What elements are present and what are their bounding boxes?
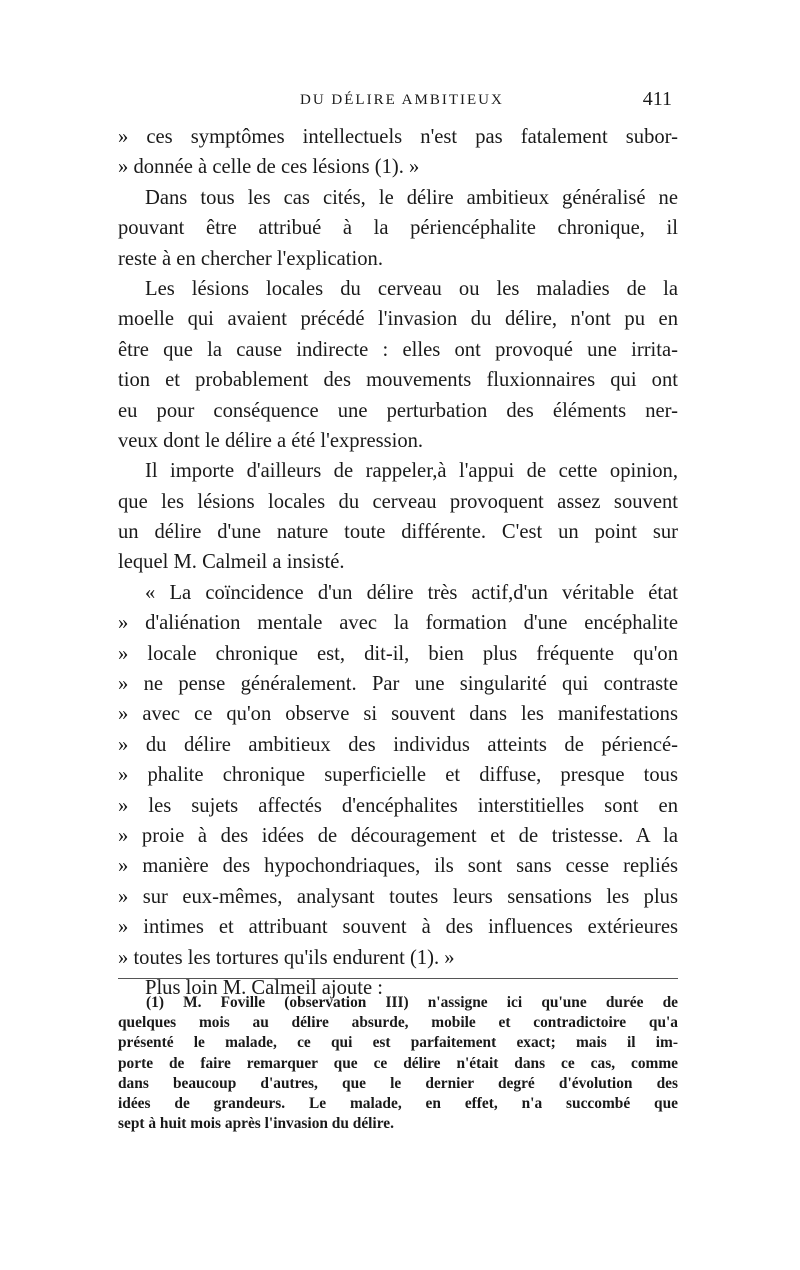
footnote-divider: [118, 978, 678, 979]
footnote-line: idées de grandeurs. Le malade, en effet, n'a succombé que: [118, 1094, 678, 1112]
page-number: 411: [642, 88, 672, 110]
text-line: être que la cause indirecte : elles ont provoqué une irrita-: [118, 338, 678, 361]
footnote-line: sept à huit mois après l'invasion du délire.: [118, 1115, 394, 1133]
text-line: Les lésions locales du cerveau ou les maladies de la: [145, 277, 678, 300]
running-title: DU DÉLIRE AMBITIEUX: [300, 92, 504, 108]
text-line: reste à en chercher l'explication.: [118, 247, 383, 270]
text-line: » ne pense généralement. Par une singularité qui contraste: [118, 673, 678, 696]
text-line: » locale chronique est, dit-il, bien plus fréquente qu'on: [118, 642, 678, 665]
footnote-line: présenté le malade, ce qui est parfaitement exact; mais il im-: [118, 1034, 678, 1052]
text-line: « La coïncidence d'un délire très actif,d'un véritable état: [145, 581, 678, 604]
text-line: Il importe d'ailleurs de rappeler,à l'appui de cette opinion,: [145, 460, 678, 483]
text-line: veux dont le délire a été l'expression.: [118, 429, 424, 452]
text-line: » toutes les tortures qu'ils endurent (1). »: [118, 946, 455, 969]
text-line: » donnée à celle de ces lésions (1). »: [118, 156, 420, 179]
text-line: eu pour conséquence une perturbation des éléments ner-: [118, 399, 678, 422]
text-line: lequel M. Calmeil a insisté.: [118, 551, 345, 574]
text-line: un délire d'une nature toute différente. C'est un point sur: [118, 521, 678, 544]
text-line: que les lésions locales du cerveau provoquent assez souvent: [118, 490, 678, 513]
text-line: » phalite chronique superficielle et diffuse, presque tous: [118, 764, 678, 787]
text-line: » les sujets affectés d'encéphalites interstitielles sont en: [118, 794, 678, 817]
text-line: » proie à des idées de découragement et de tristesse. A la: [118, 824, 678, 847]
footnote-line: (1) M. Foville (observation III) n'assigne ici qu'une durée de: [146, 994, 678, 1011]
page-header: [120, 88, 680, 118]
text-line: » ces symptômes intellectuels n'est pas fatalement subor-: [118, 126, 678, 148]
text-line: tion et probablement des mouvements fluxionnaires qui ont: [118, 369, 678, 392]
text-line: » d'aliénation mentale avec la formation d'une encéphalite: [118, 612, 678, 635]
text-line: » intimes et attribuant souvent à des influences extérieures: [118, 916, 678, 939]
footnote-line: quelques mois au délire absurde, mobile et contradictoire qu'a: [118, 1014, 678, 1032]
text-line: » avec ce qu'on observe si souvent dans les manifestations: [118, 703, 678, 726]
text-line: moelle qui avaient précédé l'invasion du délire, n'ont pu en: [118, 308, 678, 331]
text-line: pouvant être attribué à la périencéphalite chronique, il: [118, 217, 678, 240]
text-line: » sur eux-mêmes, analysant toutes leurs sensations les plus: [118, 885, 678, 908]
text-line: » manière des hypochondriaques, ils sont sans cesse repliés: [118, 855, 678, 878]
text-line: Plus loin M. Calmeil ajoute :: [145, 976, 383, 999]
footnote: [118, 993, 678, 1134]
footnote-line: dans beaucoup d'autres, que le dernier degré d'évolution des: [118, 1074, 678, 1092]
text-line: » du délire ambitieux des individus atteints de périencé-: [118, 733, 678, 756]
body-text: [118, 122, 678, 1003]
footnote-line: porte de faire remarquer que ce délire n'était dans ce cas, comme: [118, 1054, 678, 1072]
text-line: Dans tous les cas cités, le délire ambitieux généralisé ne: [145, 186, 678, 209]
